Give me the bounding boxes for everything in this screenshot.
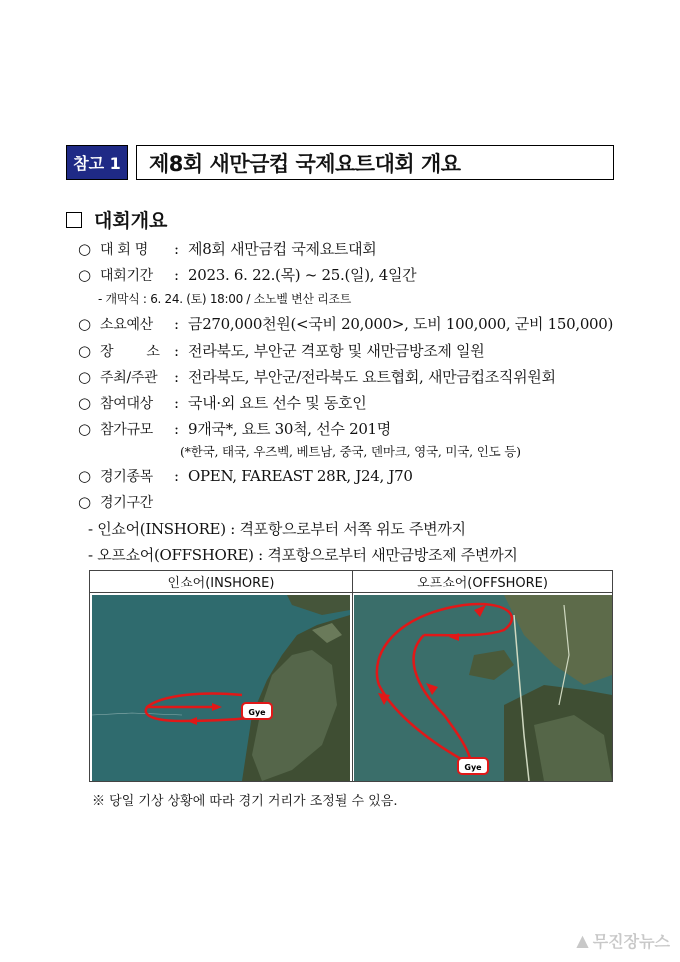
circle-bullet-icon: ○ — [78, 493, 91, 511]
weather-footnote: ※ 당일 기상 상황에 따라 경기 거리가 조정될 수 있음. — [92, 794, 398, 809]
watermark-text: 무진장뉴스 — [592, 932, 670, 951]
info-row-name — [78, 238, 376, 259]
row-value: 전라북도, 부안군/전라북도 요트협회, 새만금컵조직위원회 — [188, 368, 556, 386]
row-value: 9개국*, 요트 30척, 선수 201명 — [188, 420, 391, 438]
course-maps-table — [89, 570, 613, 782]
circle-bullet-icon: ○ — [78, 420, 91, 438]
info-row-course — [78, 492, 174, 512]
row-label: 참여대상 — [100, 396, 153, 412]
course-inshore: - 인쇼어(INSHORE) : 격포항으로부터 서쪽 위도 주변까지 — [88, 520, 466, 538]
row-label: 대 회 명 — [100, 242, 148, 258]
checkbox-square-icon — [66, 212, 82, 228]
row-label: 경기종목 — [100, 469, 153, 485]
circle-bullet-icon: ○ — [78, 315, 91, 333]
circle-bullet-icon: ○ — [78, 467, 91, 485]
row-value: OPEN, FAREAST 28R, J24, J70 — [188, 467, 413, 485]
course-offshore: - 오프쇼어(OFFSHORE) : 격포항으로부터 새만금방조제 주변까지 — [88, 546, 518, 564]
info-row-budget — [78, 313, 613, 334]
circle-bullet-icon: ○ — [78, 394, 91, 412]
info-row-participants — [78, 392, 366, 413]
mountain-logo-icon: ▲ — [576, 931, 589, 950]
countries-note: (*한국, 태국, 우즈벡, 베트남, 중국, 덴마크, 영국, 미국, 인도 등) — [180, 444, 521, 459]
row-label: 소요예산 — [100, 317, 153, 333]
watermark — [576, 929, 670, 952]
row-sep: : — [174, 342, 179, 360]
info-row-scale — [78, 418, 391, 439]
row-label: 참가규모 — [100, 422, 153, 438]
row-sep: : — [174, 467, 179, 485]
row-sep: : — [174, 394, 179, 412]
info-row-events — [78, 466, 413, 486]
offshore-map-header: 오프쇼어(OFFSHORE) — [353, 571, 612, 593]
opening-ceremony: - 개막식 : 6. 24. (토) 18:00 / 소노벨 변산 리조트 — [98, 292, 352, 306]
row-sep: : — [174, 420, 179, 438]
map-divider — [352, 571, 353, 781]
row-value: 제8회 새만금컵 국제요트대회 — [188, 240, 377, 258]
row-value: 2023. 6. 22.(목) ~ 25.(일), 4일간 — [188, 266, 417, 284]
inshore-marker-label: Gye — [248, 708, 266, 717]
row-label: 대회기간 — [100, 268, 153, 284]
row-label: 주최/주관 — [100, 370, 158, 386]
circle-bullet-icon: ○ — [78, 240, 91, 258]
info-row-period — [78, 264, 416, 285]
row-sep: : — [174, 240, 179, 258]
offshore-marker-label: Gye — [464, 763, 482, 772]
row-label: 장 소 — [100, 344, 160, 360]
inshore-map-header: 인쇼어(INSHORE) — [90, 571, 352, 593]
row-value: 국내·외 요트 선수 및 동호인 — [188, 394, 367, 412]
row-sep: : — [174, 368, 179, 386]
section-heading — [66, 206, 167, 233]
circle-bullet-icon: ○ — [78, 368, 91, 386]
circle-bullet-icon: ○ — [78, 266, 91, 284]
circle-bullet-icon: ○ — [78, 342, 91, 360]
row-sep: : — [174, 315, 179, 333]
section-heading-text: 대회개요 — [94, 210, 168, 232]
row-label: 경기구간 — [100, 495, 153, 511]
page-title: 제8회 새만금컵 국제요트대회 개요 — [136, 145, 614, 180]
info-row-host — [78, 366, 556, 387]
reference-tag: 참고 1 — [66, 145, 128, 180]
info-row-venue — [78, 340, 484, 361]
inshore-map — [92, 595, 350, 781]
row-value: 금270,000천원(<국비 20,000>, 도비 100,000, 군비 150,000) — [188, 315, 614, 333]
offshore-map — [354, 595, 612, 781]
row-value: 전라북도, 부안군 격포항 및 새만금방조제 일원 — [188, 342, 485, 360]
row-sep: : — [174, 266, 179, 284]
